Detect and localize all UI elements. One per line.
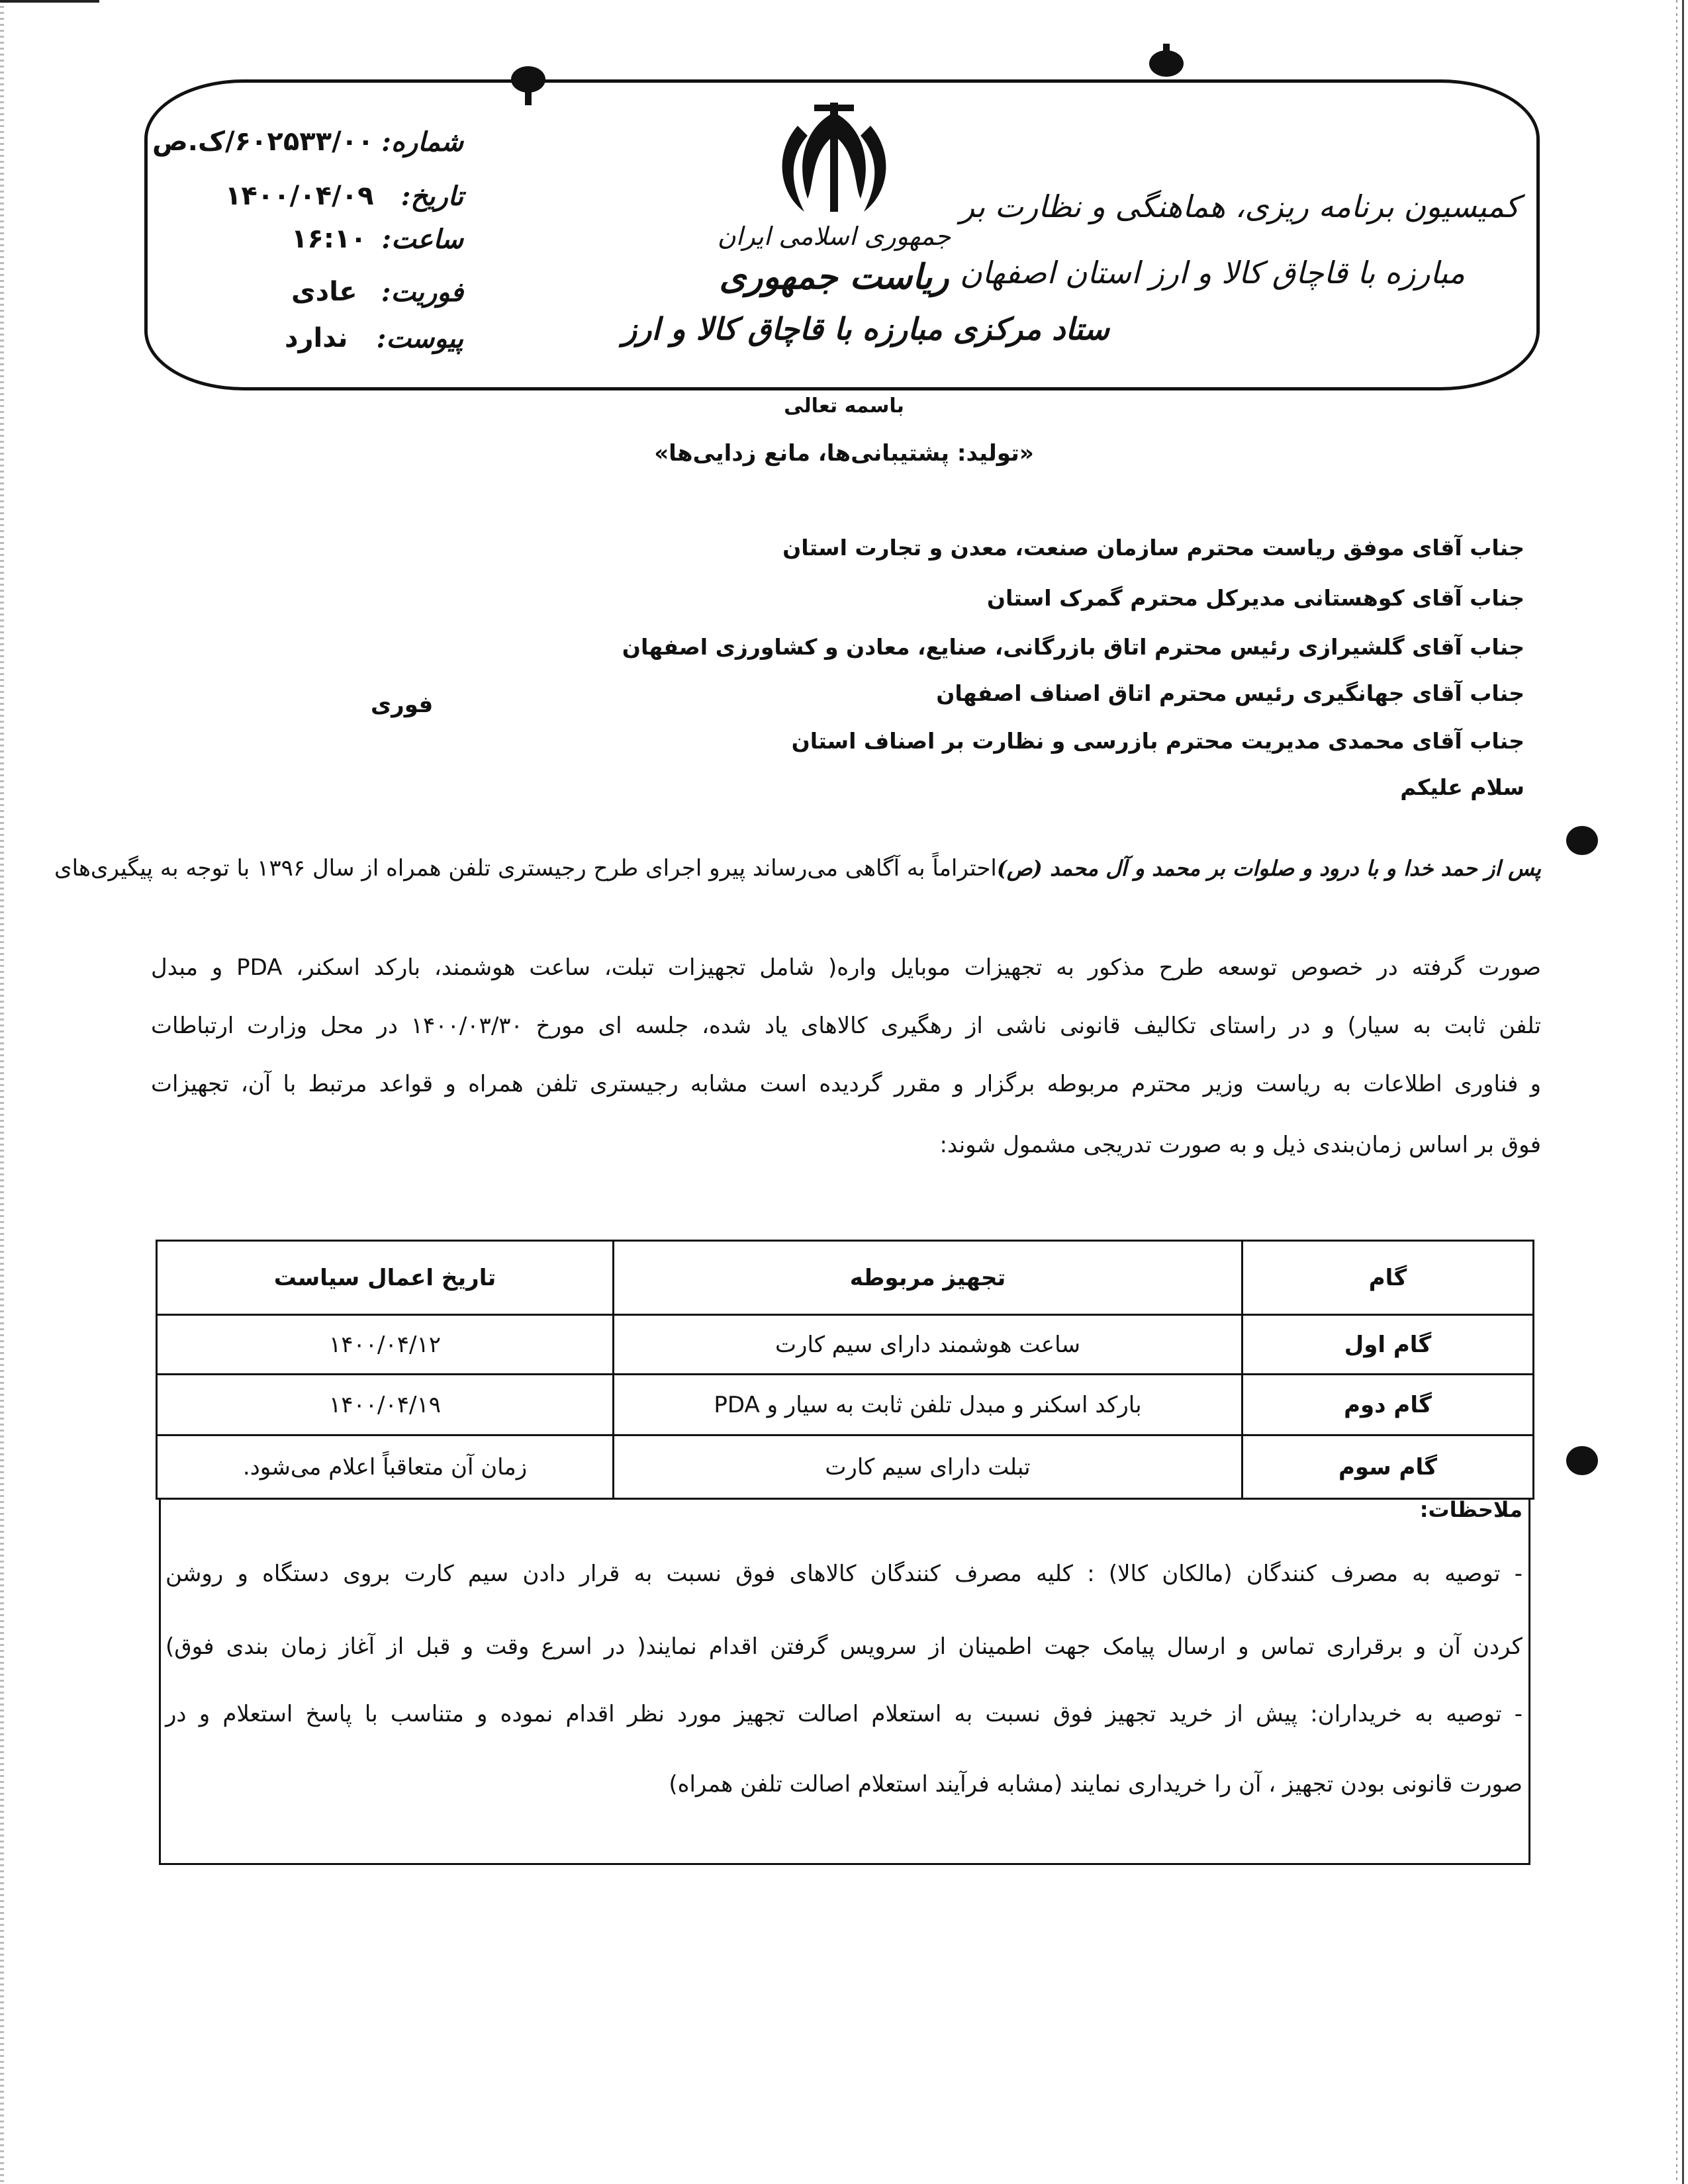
table-header-device: تجهیز مربوطه bbox=[614, 1241, 1243, 1315]
body-line-3: تلفن ثابت به سیار) و در راستای تکالیف قانونی ناشی از رهگیری کالاهای یاد شده، جلسه ای مورخ ۱۴۰۰/۰۳/۳۰ در محل وزارت ارتباطات bbox=[151, 1013, 1541, 1039]
frame-ornament-right-stem bbox=[1163, 44, 1170, 60]
punch-mark-lower bbox=[1566, 1446, 1598, 1475]
meta-date bbox=[152, 175, 463, 216]
meta-number-label: شماره: bbox=[381, 126, 463, 158]
notes-line-3: - توصیه به خریداران: پیش از خرید تجهیز فوق نسبت به استعلام اصالت تجهیز مورد نظر اقدام نموده و متناسب با پاسخ استعلام و در bbox=[165, 1701, 1523, 1727]
meta-urgency bbox=[152, 271, 463, 312]
table-header-date: تاریخ اعمال سیاست bbox=[157, 1241, 614, 1315]
table-cell-step: گام اول bbox=[1243, 1315, 1534, 1375]
meta-time-label: ساعت: bbox=[381, 223, 463, 255]
basmala: باسمه تعالی bbox=[784, 394, 904, 418]
notes-line-2: کردن آن و برقراری تماس و ارسال پیامک جهت اطمینان از سرویس گرفتن اقدام نمایند( در اسرع وقت و قبل از آغاز زمان بندی فوق) bbox=[165, 1633, 1523, 1660]
recipient-1: جناب آقای موفق ریاست محترم سازمان صنعت، معدن و تجارت استان bbox=[782, 535, 1524, 561]
body-line-1 bbox=[54, 855, 1541, 882]
recipient-2: جناب آقای کوهستانی مدیرکل محترم گمرک استان bbox=[986, 585, 1524, 611]
frame-ornament-left bbox=[511, 66, 545, 93]
table-row bbox=[157, 1315, 1534, 1375]
notes-line-1: - توصیه به مصرف کنندگان (مالکان کالا) : کلیه مصرف کنندگان کالاهای فوق نسبت به قرار دادن سیم کارت بروی دستگاه و روشن bbox=[165, 1561, 1523, 1587]
meta-date-value: ۱۴۰۰/۰۴/۰۹ bbox=[225, 181, 374, 211]
scan-edge-right-dotted bbox=[1676, 0, 1677, 2184]
body-line-1-text: احتراماً به آگاهی می‌رساند پیرو اجرای طرح رجیستری تلفن همراه از سال ۱۳۹۶ با توجه به پیگیری‌های bbox=[54, 855, 997, 882]
meta-time-value: ۱۶:۱۰ bbox=[291, 224, 367, 254]
meta-number-value: ۶۰۲۵۳۳/۰۰/ک.ص bbox=[152, 126, 374, 157]
table-cell-date: ۱۴۰۰/۰۴/۱۹ bbox=[157, 1375, 614, 1435]
notes-line-4: صورت قانونی بودن تجهیز ، آن را خریداری نمایند (مشابه فرآیند استعلام اصالت تلفن همراه) bbox=[669, 1771, 1523, 1797]
table-cell-step: گام سوم bbox=[1243, 1435, 1534, 1499]
table-cell-device: بارکد اسکنر و مبدل تلفن ثابت به سیار و PDA bbox=[614, 1375, 1243, 1435]
commission-title-line1: کمیسیون برنامه ریزی، هماهنگی و نظارت بر bbox=[960, 189, 1520, 224]
table-cell-step: گام دوم bbox=[1243, 1375, 1534, 1435]
table-header-step: گام bbox=[1243, 1241, 1534, 1315]
recipient-5: جناب آقای محمدی مدیریت محترم بازرسی و نظارت بر اصناف استان bbox=[791, 728, 1524, 754]
table-row bbox=[157, 1375, 1534, 1435]
scan-edge-top bbox=[0, 0, 99, 3]
punch-mark-upper bbox=[1566, 826, 1598, 855]
table-row bbox=[157, 1435, 1534, 1499]
meta-number bbox=[152, 121, 463, 162]
schedule-table bbox=[156, 1240, 1534, 1500]
table-header-row bbox=[157, 1241, 1534, 1315]
emblem-headquarters: ستاد مرکزی مبارزه با قاچاق کالا و ارز bbox=[622, 311, 1109, 347]
meta-attachment-value: ندارد bbox=[285, 323, 348, 353]
notes-label: ملاحظات: bbox=[1419, 1497, 1523, 1522]
table-cell-device: ساعت هوشمند دارای سیم کارت bbox=[614, 1315, 1243, 1375]
table-cell-date: ۱۴۰۰/۰۴/۱۲ bbox=[157, 1315, 614, 1375]
body-line-2: صورت گرفته در خصوص توسعه طرح مذکور به تجهیزات موبایل واره( شامل تجهیزات تبلت، ساعت هوشمند، بارکد اسکنر، PDA و مبدل bbox=[151, 954, 1541, 981]
scan-edge-right bbox=[1682, 0, 1684, 2184]
emblem-presidency: ریاست جمهوری bbox=[719, 257, 949, 297]
notes-box bbox=[159, 1499, 1530, 1865]
commission-title-line2: مبارزه با قاچاق کالا و ارز استان اصفهان bbox=[960, 255, 1466, 291]
meta-urgency-label: فوریت: bbox=[381, 276, 463, 308]
emblem-country-name: جمهوری اسلامی ایران bbox=[717, 222, 951, 251]
urgency-label: فوری bbox=[371, 692, 434, 718]
meta-time bbox=[152, 218, 463, 259]
table-cell-date: زمان آن متعاقباً اعلام می‌شود. bbox=[157, 1435, 614, 1499]
greeting: سلام علیکم bbox=[1400, 774, 1524, 800]
iran-emblem-icon bbox=[768, 99, 900, 218]
frame-ornament-left-stem bbox=[525, 89, 532, 105]
recipient-3: جناب آقای گلشیرازی رئیس محترم اتاق بازرگانی، صنایع، معادن و کشاورزی اصفهان bbox=[622, 634, 1524, 660]
year-slogan: «تولید: پشتیبانی‌ها، مانع زدایی‌ها» bbox=[654, 440, 1034, 467]
body-opening: پس از حمد خدا و با درود و صلوات بر محمد و آل محمد (ص) bbox=[996, 856, 1541, 881]
body-line-5: فوق بر اساس زمان‌بندی ذیل و به صورت تدریجی مشمول شوند: bbox=[939, 1132, 1541, 1158]
meta-attachment-label: پیوست: bbox=[376, 322, 463, 354]
meta-date-label: تاریخ: bbox=[400, 180, 463, 212]
scan-edge-left bbox=[0, 0, 4, 2184]
meta-attachment bbox=[152, 318, 463, 359]
table-cell-device: تبلت دارای سیم کارت bbox=[614, 1435, 1243, 1499]
body-line-4: و فناوری اطلاعات به ریاست وزیر محترم مربوطه برگزار و مقرر گردیده است مشابه رجیستری تلفن همراه و قواعد مرتبط با آن، تجهیزات bbox=[151, 1071, 1541, 1097]
meta-urgency-value: عادی bbox=[291, 277, 357, 307]
recipient-4: جناب آقای جهانگیری رئیس محترم اتاق اصناف اصفهان bbox=[936, 680, 1524, 706]
